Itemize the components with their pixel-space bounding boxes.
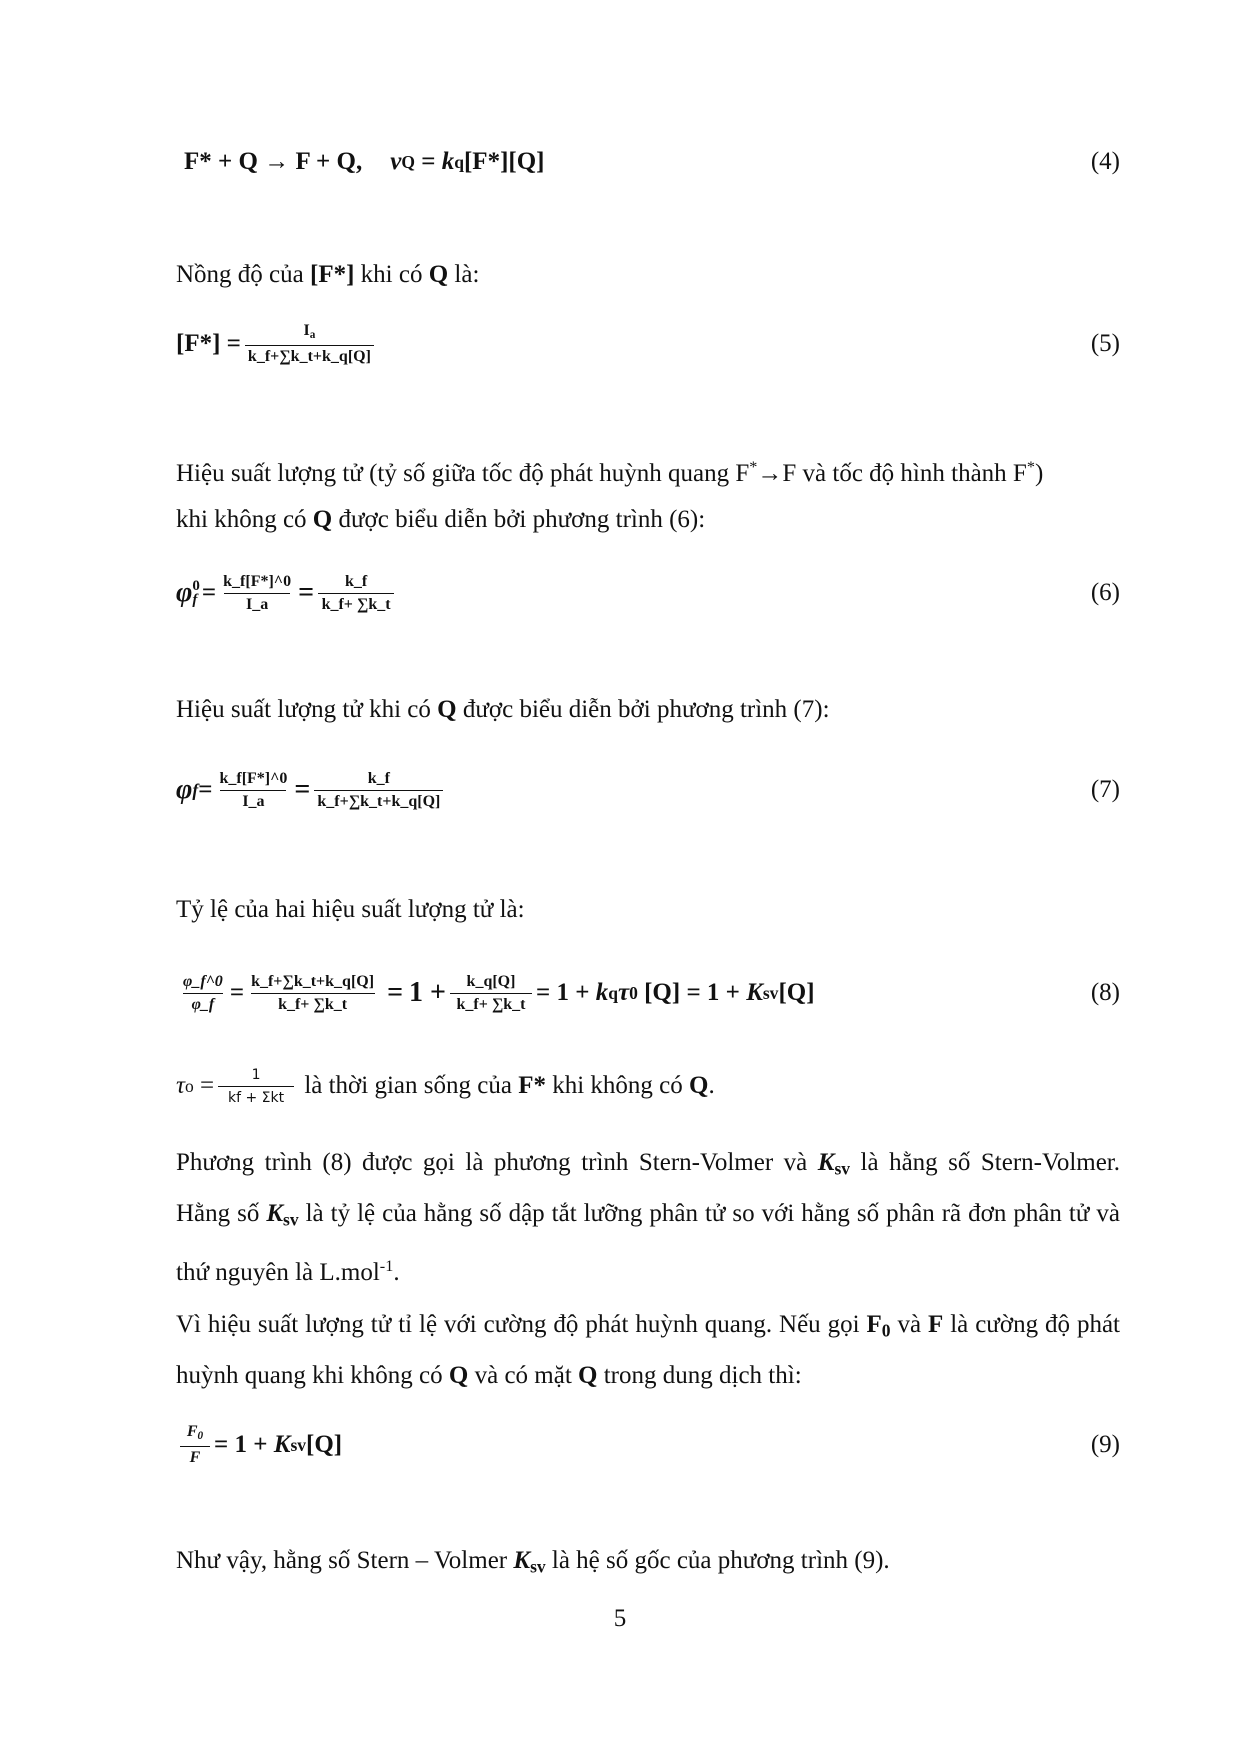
- text: Vì hiệu suất lượng tử tỉ lệ với cường độ phát huỳnh quang. Nếu gọi: [176, 1311, 867, 1338]
- tau-num: 1: [251, 1066, 261, 1083]
- eq7-phi: φ: [176, 774, 193, 805]
- eq7-f1-num: k_f[F*]^0: [219, 769, 288, 787]
- eq5-fraction: [245, 322, 374, 367]
- superscript: -1: [379, 1256, 394, 1275]
- text: là cường độ phát huỳnh quang khi không có: [176, 1311, 1120, 1390]
- text: khi không có: [176, 505, 313, 533]
- text-bold: Q: [448, 1362, 469, 1390]
- text-bold-italic: K: [513, 1547, 531, 1574]
- text: Phương trình (8) được gọi là phương trình Stern-Volmer và: [176, 1149, 818, 1176]
- eq6-phi: φ: [176, 577, 193, 608]
- eq4-k: k: [441, 148, 455, 175]
- text-bold: Q: [689, 1072, 709, 1099]
- text: Tỷ lệ của hai hiệu suất lượng tử là:: [176, 896, 525, 923]
- eq8-one-plus: 1 +: [409, 977, 446, 1008]
- equation-4: [176, 132, 1120, 192]
- eq8-tail: [Q]: [778, 979, 815, 1006]
- text: là thời gian sống của: [298, 1072, 519, 1099]
- text: Hiệu suất lượng tử (tỷ số giữa tốc độ phát huỳnh quang F: [176, 459, 750, 487]
- text: là hệ số gốc của phương trình (9).: [545, 1547, 890, 1574]
- eq8-tau: τ: [617, 979, 630, 1006]
- eq8-f2-num: k_f+∑k_t+k_q[Q]: [251, 972, 375, 990]
- text: được biểu diễn bởi phương trình (6):: [332, 505, 706, 533]
- text-bold-italic: K: [817, 1149, 835, 1176]
- eq8-f1-den: φ_f: [183, 993, 223, 1014]
- paragraph-final: [176, 1538, 1120, 1589]
- eq9-den: F: [180, 1446, 210, 1467]
- eq8-tail: = 1 +: [536, 979, 596, 1006]
- eq8-f3-den: k_f+ ∑k_t: [450, 993, 532, 1014]
- paragraph-quantum-yield: [176, 444, 1120, 543]
- eq9-num: F: [186, 1422, 198, 1440]
- eq7-phi-sub: f: [192, 779, 199, 800]
- eq8-k-sub: q: [608, 982, 618, 1003]
- equation-number: (6): [1090, 579, 1120, 606]
- eq6-fraction-1: [220, 573, 294, 614]
- eq8-fraction-1: [180, 973, 226, 1014]
- equation-7: φ f = $\frac{k\_f[F*]\^{}0}{I\_a}$ = $\frac{k\_f}{k\_f+\sum k\_t+k\_q[Q]}$ (7): [176, 760, 1120, 820]
- text: Nồng độ của: [176, 261, 310, 288]
- eq8-tau-sub: 0: [629, 982, 638, 1003]
- equation-number: (5): [1090, 330, 1120, 357]
- text: khi không có: [545, 1072, 690, 1099]
- eq4-rate-sub: Q: [401, 151, 415, 172]
- eq9-K: K: [273, 1431, 291, 1458]
- eq4-equals: =: [414, 148, 442, 175]
- equation-number: (7): [1090, 776, 1120, 803]
- eq6-f2-den: k_f+ ∑k_t: [318, 593, 394, 614]
- eq8-f3-num: k_q[Q]: [466, 972, 516, 990]
- eq7-fraction-1: [216, 770, 290, 811]
- text: Như vậy, hằng số Stern – Volmer: [176, 1547, 514, 1574]
- text-bold: Q: [428, 261, 449, 288]
- paragraph-concentration: [176, 252, 1120, 298]
- equation-number: (9): [1090, 1431, 1120, 1458]
- text: và có mặt: [468, 1362, 579, 1390]
- text: ): [1034, 459, 1044, 487]
- text: được biểu diễn bởi phương trình (7):: [456, 696, 830, 723]
- equation-number: (8): [1090, 979, 1120, 1006]
- eq6-phi-sub: f: [192, 592, 198, 608]
- text: trong dung dịch thì:: [597, 1362, 802, 1390]
- eq5-den: k_f+∑k_t+k_q[Q]: [245, 345, 374, 366]
- text-bold: F*: [518, 1072, 546, 1099]
- eq6-f1-num: k_f[F*]^0: [223, 572, 292, 590]
- eq7-f1-den: I_a: [220, 790, 286, 811]
- page-number: 5: [613, 1605, 627, 1632]
- eq8-K-sub: sv: [762, 982, 779, 1003]
- eq8-fraction-3: [450, 973, 532, 1014]
- eq4-k-sub: q: [454, 151, 464, 172]
- eq8-tail: [Q] = 1 +: [637, 979, 747, 1006]
- tau-den: kf + Σkt: [218, 1086, 294, 1107]
- equation-8: $\frac{\varphi\_f\^{}0}{\varphi\_f}$ = $\frac{k\_f+\sum k\_t+k\_q[Q]}{k\_f+ \sum k\_t}$ = 1 + $\frac{k\_q[Q]}{k\_f+ \sum k\_t}$ = 1 + k q τ 0 [Q] = 1 + K sv [Q] (8): [176, 963, 1120, 1023]
- eq7-fraction-2: [314, 770, 443, 811]
- subscript: sv: [834, 1158, 851, 1179]
- tau-sub: o: [184, 1075, 194, 1096]
- subscript: sv: [283, 1209, 299, 1230]
- eq8-f1-num: φ_f^0: [183, 972, 223, 990]
- text-bold: Q: [312, 505, 333, 533]
- superscript: *: [1026, 458, 1035, 476]
- eq5-num-sub: a: [309, 328, 316, 341]
- eq9-num-sub: 0: [197, 1429, 204, 1442]
- eq8-K: K: [746, 979, 763, 1006]
- eq6-f1-den: I_a: [224, 593, 290, 614]
- paragraph-stern-volmer: [176, 1140, 1120, 1296]
- text: .: [393, 1258, 400, 1286]
- text: là:: [448, 261, 480, 288]
- text: và: [890, 1311, 929, 1338]
- text-bold: F: [866, 1311, 882, 1338]
- text-bold: Q: [578, 1362, 598, 1390]
- eq8-k: k: [595, 979, 609, 1006]
- eq6-f2-num: k_f: [344, 572, 368, 590]
- eq5-lhs: [F*] =: [176, 330, 241, 357]
- eq4-rate-tail: [F*][Q]: [463, 148, 545, 175]
- text-bold: F: [928, 1311, 944, 1338]
- text: là hằng số Stern-Volmer. Hằng số: [176, 1149, 1121, 1228]
- eq9-K-sub: sv: [290, 1434, 306, 1455]
- tau-definition: [176, 1056, 1120, 1116]
- eq9-fraction: [180, 1423, 210, 1468]
- eq5-num: I: [303, 321, 310, 339]
- eq4-reaction: F* + Q → F + Q,: [184, 148, 363, 175]
- eq9-rhs: [Q]: [306, 1431, 343, 1458]
- text: Hiệu suất lượng tử khi có: [176, 696, 438, 723]
- subscript: 0: [881, 1320, 891, 1341]
- text: khi có: [354, 261, 429, 288]
- text-bold-italic: K: [266, 1200, 284, 1228]
- tau-fraction: [218, 1066, 294, 1107]
- text: là tỷ lệ của hằng số dập tắt lưỡng phân tử so với hằng số phân rã đơn phân tử và thứ nguyên là L.mol: [176, 1200, 1120, 1286]
- text: →F và tốc độ hình thành F: [757, 459, 1027, 487]
- subscript: sv: [530, 1556, 546, 1577]
- eq8-f2-den: k_f+ ∑k_t: [251, 993, 375, 1014]
- equation-number: (4): [1090, 148, 1120, 175]
- eq4-rate-symbol: v: [390, 148, 402, 175]
- text-bold: [F*]: [310, 261, 355, 288]
- eq6-phi-sup: 0: [192, 578, 200, 594]
- paragraph-intensity: [176, 1302, 1120, 1399]
- tau-equals: =: [193, 1072, 215, 1099]
- eq7-f2-den: k_f+∑k_t+k_q[Q]: [314, 790, 443, 811]
- eq8-fraction-2: [248, 973, 377, 1014]
- equation-6: φ 0 f = $\frac{k\_f[F*]\^{}0}{I\_a}$ = $\frac{k\_f}{k\_f+ \sum k\_t}$ (6): [176, 563, 1120, 623]
- paragraph-ratio: [176, 887, 1120, 933]
- text: .: [708, 1072, 715, 1099]
- paragraph-quantum-yield-q: [176, 687, 1120, 733]
- eq7-f2-num: k_f: [367, 769, 390, 787]
- equation-5: [176, 314, 1120, 374]
- equation-9: [176, 1415, 1120, 1475]
- superscript: *: [749, 458, 758, 476]
- eq9-rhs: = 1 +: [214, 1431, 274, 1458]
- tau-symbol: τ: [176, 1072, 185, 1099]
- eq6-fraction-2: [318, 573, 394, 614]
- text-bold: Q: [437, 696, 457, 723]
